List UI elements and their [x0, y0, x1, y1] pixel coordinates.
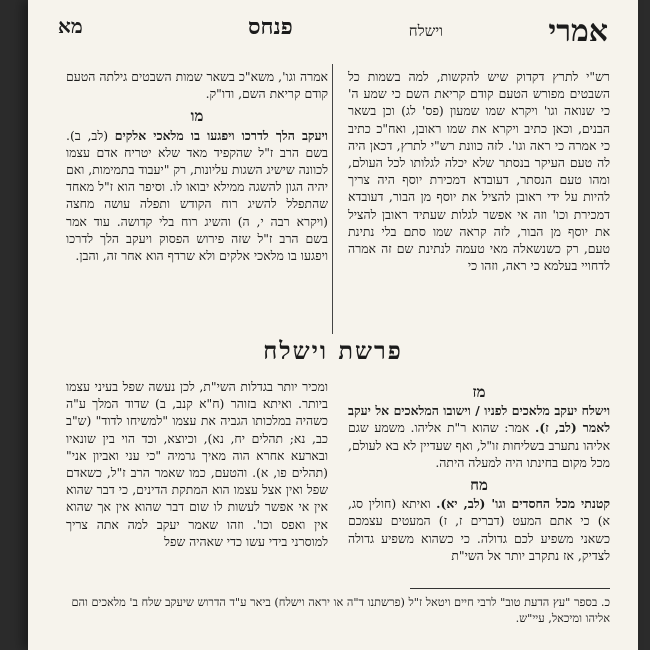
page-number: מא: [58, 14, 83, 38]
parsha-title: פרשת וישלח: [263, 336, 403, 365]
footnote-rule: [410, 588, 610, 589]
paragraph: ואיתא (חולין סג, א) כי אתם המעט (דברים ז, ז) המעטים עצמכם כשאני משפיע לכם גדולה. כי כשהוא משפיע גדולה לצדיק, אז נתקרב יותר אל השי"ת: [348, 496, 610, 563]
column-bottom-left: [66, 378, 328, 550]
column-bottom-right: [348, 378, 610, 564]
book-page: [28, 0, 638, 650]
section-number: מח: [470, 476, 488, 495]
section-number: מז: [472, 383, 486, 401]
paragraph: אמר: שהוא ר"ת אליהו. משמע שגם אליהו נתערב בשליחות זו"ל, ואף שעדיין לא בא לעולם, מכל מקום בחינתו היה למעלה היתה.: [348, 420, 610, 470]
header-title: אמרי: [548, 14, 608, 49]
column-divider: [332, 64, 333, 334]
section-number: מו: [190, 107, 204, 126]
paragraph: (לב, ב). בשם הרב ז"ל שהקפיד מאד שלא יטריח אדם עצמו לכוונה שישיג השגות עליונות, רק "יעבוד בתמימות, ואם יהיה הגון להשגה ממילא יבואו לו. וסיפר הוא ז"ל מאחד שהתפלל להשיג רוח הקודש ותפלה עושה מחצה (ויקרא רבה י, ה) והשיג רוח בלי קדושה. עוד אמר בשם הרב ז"ל שזה פירוש הפסוק ויעקב הלך לדרכו ויפגעו בו מלאכי אלקים ולא שרדף הוא אחר זה, והבן.: [66, 127, 328, 264]
section-heading: וישלח יעקב מלאכים לפניו / וישובו המלאכים אל יעקב לאמר (לב, ז).: [348, 403, 610, 436]
section-heading: ויעקב הלך לדרכו ויפגעו בו מלאכי אלקים: [114, 127, 328, 143]
footnote: כ. בספר "עץ הדעת טוב" לרבי חיים ויטאל ז"ל (פרשתנו ד"ה או יראה וישלח) ביאר ע"ד הדרוש שיעקב שלח ב' מלאכים והם אליהו ומיכאל, עיי"ש.: [71, 596, 610, 625]
header-author: פנחס: [248, 14, 293, 40]
paragraph: ומכיר יותר בגדלות השי"ת, לכן נעשה שפל בעיני עצמו ביותר. ואיתא בזוהר (ח"א קנב, ב) שדוד המלך ע"ה כשהיה במלכותו הגביה את עצמו "למשיחו לדוד" (ש"ב כב, נא; תהלים יח, נא), וכיוצא, וכד הוי בין שונאיו ובארעא אחרא הוה מאיך גרמיה "כי עני ואביון אני" (תהלים פו, א). והטעם, כמו שאמר הרב ז"ל, כשאדם שפל ואין אצל עצמו הוא המתקת הדינים, כי דבר שהוא אין אי אפשר לעשות לו שום דבר שהוא אין אך שהוא אין ואפס וכו'. וזהו שאמר יעקב למה אתה צריך למוסרני בידי עשו כדי שאהיה שפל: [66, 379, 328, 549]
section-heading: קטנתי מכל החסדים וגו' (לב, יא).: [436, 496, 610, 512]
header-subtitle: וישלח: [408, 22, 443, 40]
paragraph: רש"י לתרץ דקדוק שיש להקשות, למה בשמות כל השבטים מפורש הטעם קודם קריאת השם כי שמע ה' כי שנואה וגו' ויקרא שמו שמעון (פס' לג) וכן בשאר הבנים, וכאן כתיב ויקרא את שמו ראובן, ואח"כ כתיב כי אמרה כי ראה וגו'. לזה כוונת רש"י לתרץ, דכאן היה לה טעם העיקר בנסתר שלא יכלה לגלותו לכל העולם, ומהו טעם הנסתר, דעובדא דמכירת יוסף היה צריך להיות על ידי ראובן להציל את יוסף מן הבור, דעובדא דמכירת וכו' וזה אי אפשר לגלות שעתיד ראובן להציל את יוסף מן הבור, לזה קראה שמו סתם בלי נתינת טעם, רק כשנשאלה מאי טעמה לנתינת שם זה אמרה לדחויי בעלמא כי ראה, וזהו כי: [348, 69, 610, 274]
column-top-left: [66, 68, 328, 264]
running-header: [58, 12, 608, 49]
paragraph: אמרה וגו', משא"כ בשאר שמות השבטים גילתה הטעם קודם קריאת השם, ודו"ק.: [66, 69, 328, 102]
column-top-right: [348, 68, 610, 274]
